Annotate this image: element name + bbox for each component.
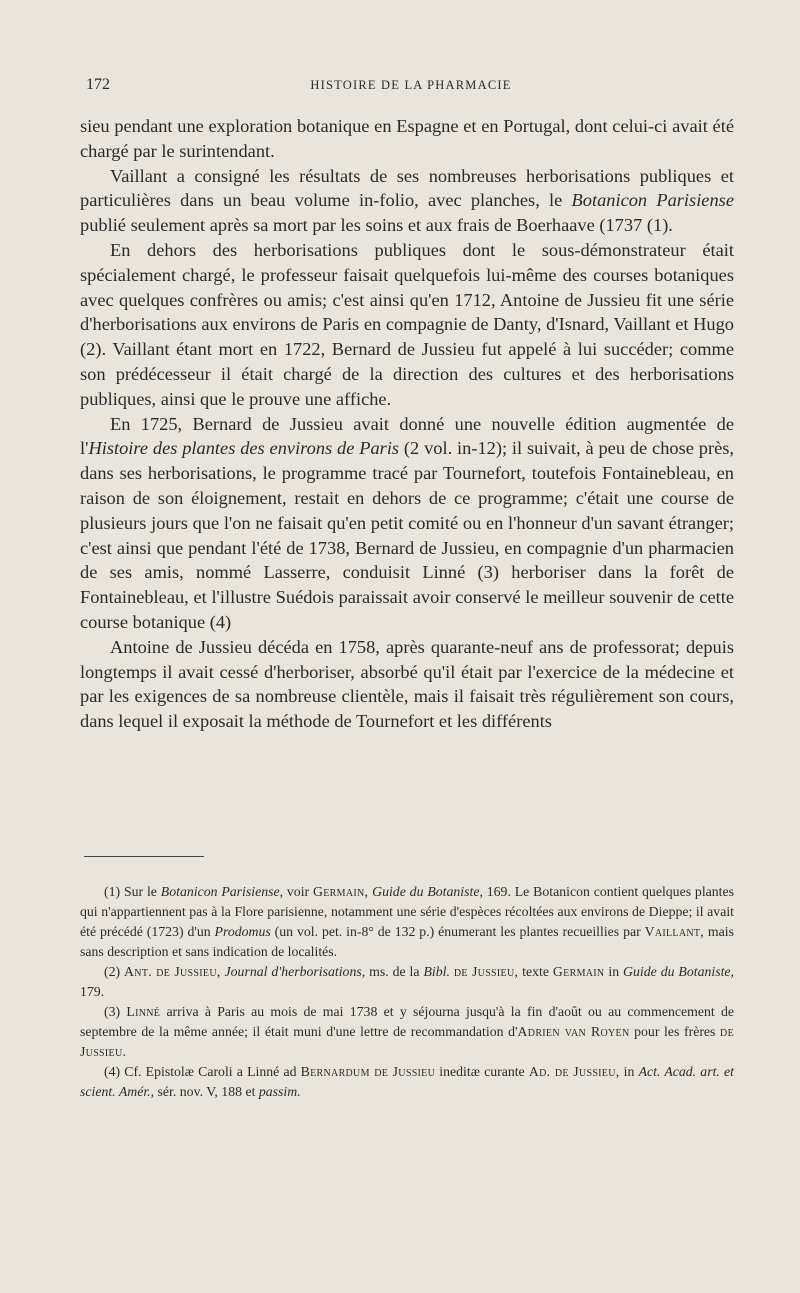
page-header bbox=[86, 76, 736, 96]
fn2-part-e: texte bbox=[518, 964, 553, 979]
fn2-part-c: ms. de la bbox=[365, 964, 424, 979]
footnote-1 bbox=[80, 882, 734, 962]
fn2-part-a: (2) bbox=[104, 964, 125, 979]
fn4-bernardum: Bernardum de Jussieu bbox=[300, 1064, 436, 1079]
fn4-act: Act. Acad. art. et scient. Amér., bbox=[80, 1064, 734, 1099]
fn3-part-c: pour les frères bbox=[629, 1024, 721, 1039]
fn3-part-b: arriva à Paris au mois de mai 1738 et y séjourna jusqu'à la fin d'août ou au commencement de septembre de la même année; il était muni d'une lettre de recommandation d' bbox=[80, 1004, 734, 1039]
footnote-divider bbox=[84, 856, 204, 857]
fn1-part-e: (un vol. pet. in-8° de 132 p.) énumerant les plantes recueillies par bbox=[270, 924, 645, 939]
fn1-author: Germain, bbox=[312, 884, 369, 899]
footnote-4 bbox=[80, 1062, 734, 1102]
fn2-part-f: in bbox=[604, 964, 624, 979]
main-text bbox=[80, 114, 734, 734]
paragraph-4-book-title: Histoire des plantes des environs de Paris bbox=[88, 438, 400, 459]
paragraph-5-text: Antoine de Jussieu décéda en 1758, après quarante-neuf ans de professorat; depuis longtemps il avait cessé d'herboriser, absorbé qu'il était par l'exercice de la médecine et par les exigences de sa nombreuse clientèle, mais il faisait très régulièrement son cours, dans lequel il exposait la méthode de Tournefort et les différents bbox=[80, 636, 734, 732]
fn4-part-b: ineditæ curante bbox=[435, 1064, 529, 1079]
fn1-part-a: (1) Sur le bbox=[104, 884, 161, 899]
footnotes bbox=[80, 882, 734, 1102]
paragraph-2 bbox=[80, 164, 734, 238]
paragraph-4-text-a: En 1725, Bernard de Jussieu avait donné une nouvelle édition augmentée de l' bbox=[80, 413, 734, 459]
fn4-part-c: in bbox=[619, 1064, 639, 1079]
fn1-vaillant: Vaillant, bbox=[644, 924, 705, 939]
fn1-part-b: voir bbox=[283, 884, 313, 899]
fn2-bibl: Bibl. bbox=[423, 964, 450, 979]
page-number: 172 bbox=[86, 76, 110, 93]
fn1-part-f: mais sans description et sans indication de localités. bbox=[80, 924, 734, 959]
fn1-title: Botanicon Parisiense, bbox=[160, 884, 284, 899]
fn4-passim: passim. bbox=[258, 1084, 301, 1099]
fn4-part-d: sér. nov. V, 188 et bbox=[154, 1084, 259, 1099]
fn2-title: Journal d'herborisations, bbox=[224, 964, 366, 979]
fn2-part-g: 179. bbox=[80, 984, 105, 999]
fn1-guide: Guide du Botaniste, bbox=[372, 884, 483, 899]
fn4-ad: Ad. de Jussieu, bbox=[528, 1064, 620, 1079]
paragraph-3-text: En dehors des herborisations publiques dont le sous-démonstrateur était spécialement chargé, le professeur faisait quelquefois lui-même des courses botaniques avec quelques confrères ou amis; c'est ainsi qu'en 1712, Antoine de Jussieu fit une série d'herborisations aux environs de Paris en compagnie de Danty, d'Isnard, Vaillant et Hugo (2). Vaillant étant mort en 1722, Bernard de Jussieu fut appelé à lui succéder; comme son prédécesseur il était chargé de la direction des cultures et des herborisations publiques, ainsi que le prouve une affiche. bbox=[80, 239, 734, 409]
fn2-germain: Germain bbox=[552, 964, 605, 979]
fn1-prodomus: Prodomus bbox=[214, 924, 271, 939]
paragraph-4 bbox=[80, 412, 734, 635]
fn3-linne: Linné bbox=[126, 1004, 161, 1019]
paragraph-4-text-b: (2 vol. in-12); il suivait, à peu de chose près, dans ses herborisations, le programme tracé par Tournefort, toutefois Fontainebleau, en raison de son éloignement, restait en dehors de ce programme; c'était une course de plusieurs jours que l'on ne faisait qu'en petit comité ou en l'honneur d'un savant étranger; c'est ainsi que pendant l'été de 1738, Bernard de Jussieu, en compagnie d'un pharmacien de ses amis, nommé Lasserre, conduisit Linné (3) herboriser dans la forêt de Fontainebleau, et l'illustre Suédois paraissait avoir conservé le meilleur souvenir de cette course botanique (4) bbox=[80, 438, 734, 632]
fn2-dejussieu: de Jussieu, bbox=[453, 964, 519, 979]
paragraph-2-text-b: publié seulement après sa mort par les soins et aux frais de Boerhaave (1737 (1). bbox=[80, 215, 673, 236]
paragraph-5 bbox=[80, 635, 734, 734]
fn3-royen: Adrien van Royen bbox=[517, 1024, 630, 1039]
footnote-3 bbox=[80, 1002, 734, 1062]
paragraph-3 bbox=[80, 238, 734, 412]
fn3-part-a: (3) bbox=[104, 1004, 127, 1019]
fn2-guide: Guide du Botaniste, bbox=[623, 964, 734, 979]
running-title: HISTOIRE DE LA PHARMACIE bbox=[310, 78, 512, 92]
paragraph-1-text: sieu pendant une exploration botanique en Espagne et en Portugal, dont celui-ci avait été chargé par le surintendant. bbox=[80, 116, 734, 161]
paragraph-1 bbox=[80, 114, 734, 164]
footnote-2 bbox=[80, 962, 734, 1002]
fn4-part-a: (4) Cf. Epistolæ Caroli a Linné ad bbox=[104, 1064, 301, 1079]
fn1-part-d: 169. Le Botanicon contient quelques plantes qui n'appartiennent pas à la Flore parisienne, notamment une série d'espèces récoltées aux environs de Dieppe; il avait été précédé (1723) d'un bbox=[80, 884, 735, 939]
paragraph-2-text-a: Vaillant a consigné les résultats de ses nombreuses herborisations publiques et particulières dans un beau volume in-folio, avec planches, le bbox=[80, 165, 734, 211]
fn3-jussieu: de Jussieu. bbox=[80, 1024, 734, 1059]
paragraph-2-book-title: Botanicon Parisiense bbox=[571, 190, 734, 211]
fn2-author: Ant. de Jussieu, bbox=[124, 964, 221, 979]
